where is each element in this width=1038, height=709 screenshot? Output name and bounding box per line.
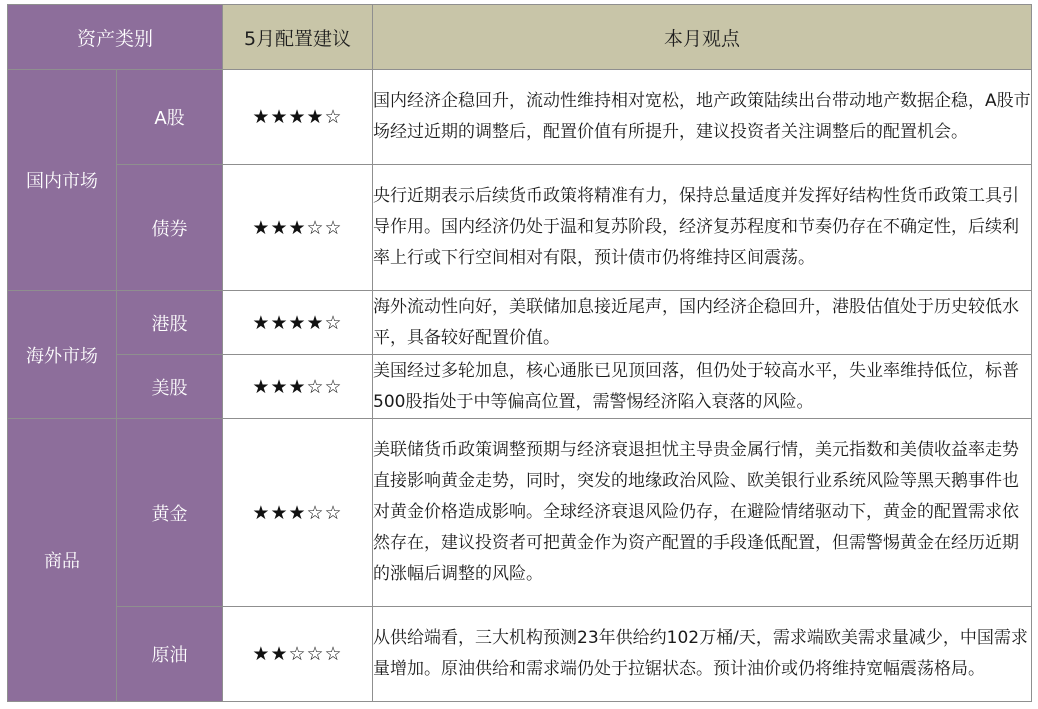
asset-label-gold: 黄金 <box>117 419 223 607</box>
asset-allocation-table <box>7 4 1032 702</box>
rating-stars: ★★★☆☆ <box>223 165 373 291</box>
header-may-advice: 5月配置建议 <box>223 5 373 70</box>
view-text: 从供给端看，三大机构预测23年供给约102万桶/天，需求端欧美需求量减少，中国需求量增加。原油供给和需求端仍处于拉锯状态。预计油价或仍将维持宽幅震荡格局。 <box>373 607 1032 702</box>
rating-stars: ★★★★☆ <box>223 70 373 165</box>
table-row <box>8 291 1032 355</box>
table-row <box>8 607 1032 702</box>
table-row <box>8 165 1032 291</box>
header-asset-class: 资产类别 <box>8 5 223 70</box>
category-overseas: 海外市场 <box>8 291 117 419</box>
asset-label-us-stocks: 美股 <box>117 355 223 419</box>
table-row <box>8 70 1032 165</box>
rating-stars: ★★★☆☆ <box>223 355 373 419</box>
asset-label-crude-oil: 原油 <box>117 607 223 702</box>
view-text: 美国经过多轮加息，核心通胀已见顶回落，但仍处于较高水平，失业率维持低位，标普500股指处于中等偏高位置，需警惕经济陷入衰落的风险。 <box>373 355 1032 419</box>
header-monthly-view: 本月观点 <box>373 5 1032 70</box>
view-text: 美联储货币政策调整预期与经济衰退担忧主导贵金属行情，美元指数和美债收益率走势直接影响黄金走势，同时，突发的地缘政治风险、欧美银行业系统风险等黑天鹅事件也对黄金价格造成影响。全球经济衰退风险仍存，在避险情绪驱动下，黄金的配置需求依然存在，建议投资者可把黄金作为资产配置的手段逢低配置，但需警惕黄金在经历近期的涨幅后调整的风险。 <box>373 419 1032 607</box>
view-text: 海外流动性向好，美联储加息接近尾声，国内经济企稳回升，港股估值处于历史较低水平，具备较好配置价值。 <box>373 291 1032 355</box>
rating-stars: ★★★★☆ <box>223 291 373 355</box>
category-commodities: 商品 <box>8 419 117 702</box>
category-domestic: 国内市场 <box>8 70 117 291</box>
table-row <box>8 419 1032 607</box>
table-row <box>8 355 1032 419</box>
header-row <box>8 5 1032 70</box>
asset-label-bonds: 债券 <box>117 165 223 291</box>
asset-label-a-share: A股 <box>117 70 223 165</box>
view-text: 央行近期表示后续货币政策将精准有力，保持总量适度并发挥好结构性货币政策工具引导作用。国内经济仍处于温和复苏阶段，经济复苏程度和节奏仍存在不确定性，后续利率上行或下行空间相对有限，预计债市仍将维持区间震荡。 <box>373 165 1032 291</box>
view-text: 国内经济企稳回升，流动性维持相对宽松，地产政策陆续出台带动地产数据企稳，A股市场经过近期的调整后，配置价值有所提升，建议投资者关注调整后的配置机会。 <box>373 70 1032 165</box>
asset-label-hk-stocks: 港股 <box>117 291 223 355</box>
rating-stars: ★★☆☆☆ <box>223 607 373 702</box>
rating-stars: ★★★☆☆ <box>223 419 373 607</box>
